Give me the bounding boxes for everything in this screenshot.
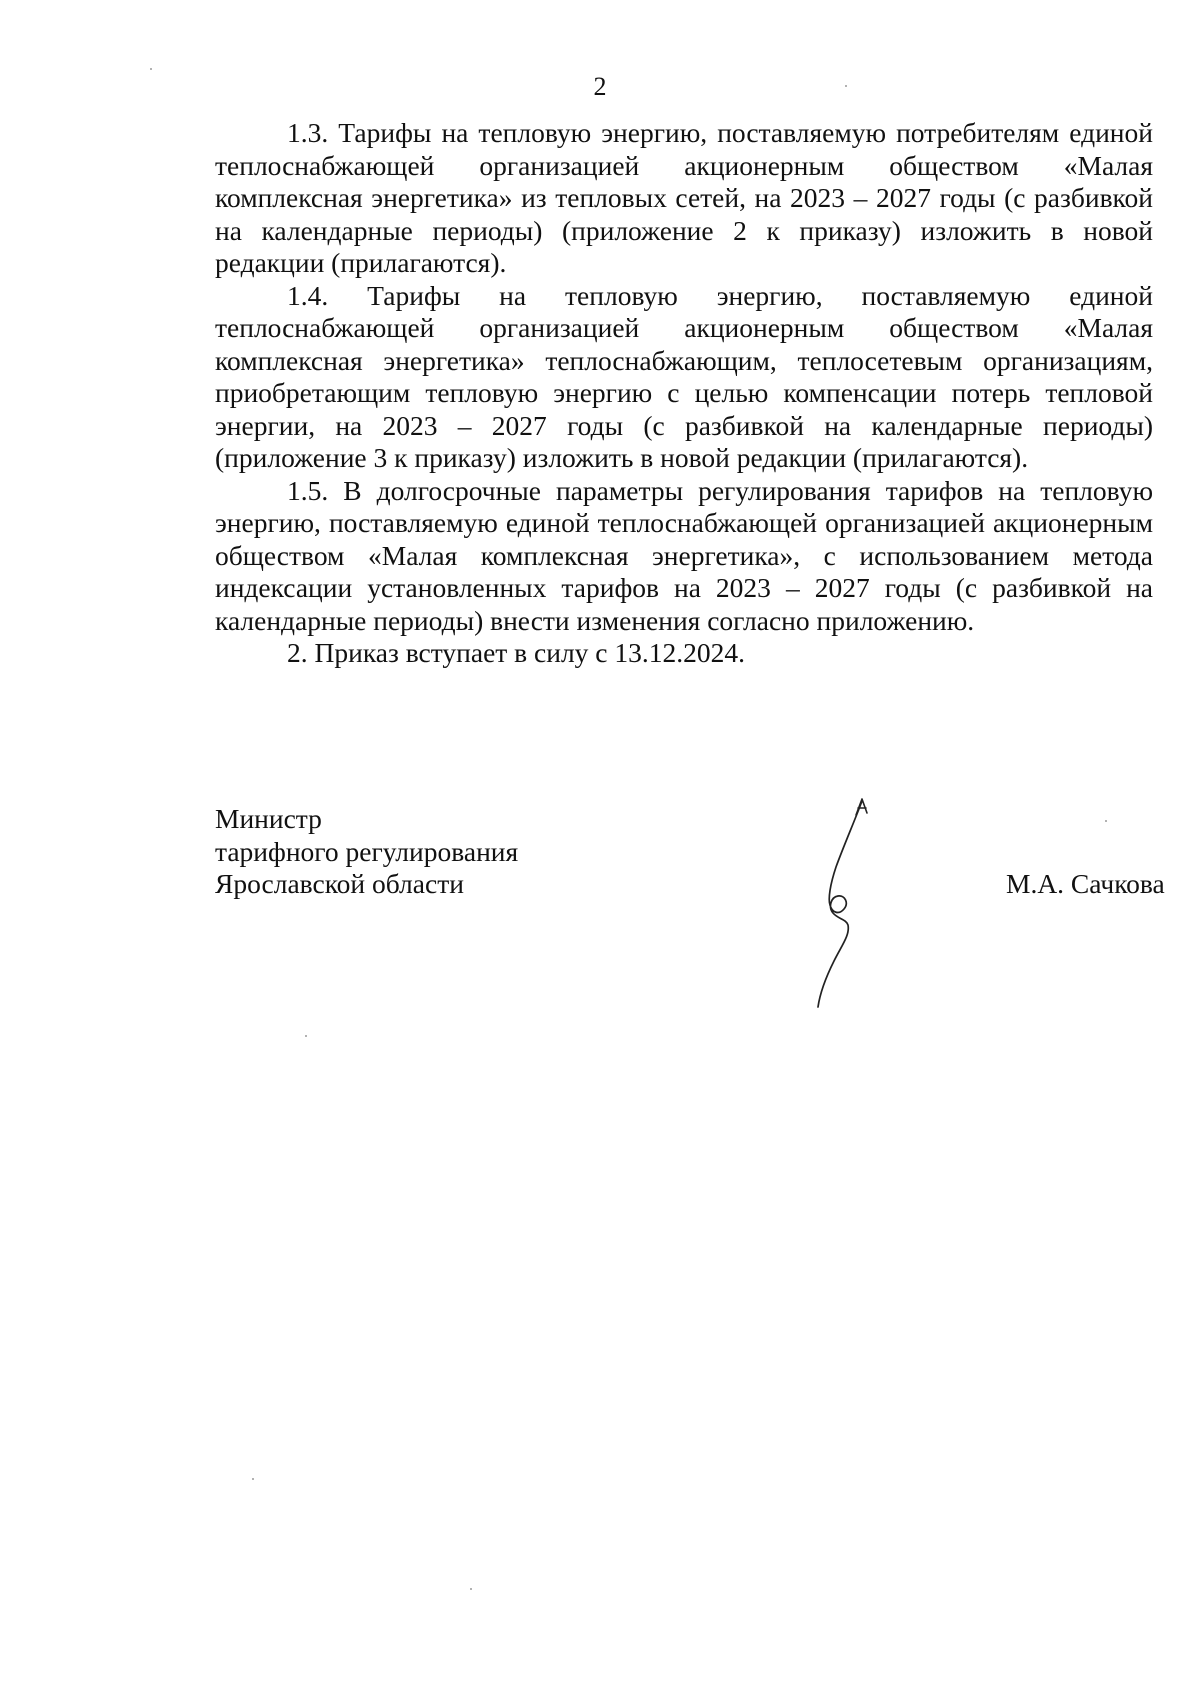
scan-speck [470,1588,472,1590]
paragraph-1-5: 1.5. В долгосрочные параметры регулирования тарифов на тепловую энергию, поставляемую единой теплоснабжающей организацией акционерным обществом «Малая комплексная энергетика», с использованием метода индексации установленных тарифов на 2023 – 2027 годы (с разбивкой на календарные периоды) внести изменения согласно приложению. [215,474,1153,636]
handwritten-signature [800,795,890,1010]
scan-speck [150,68,152,70]
paragraph-2: 2. Приказ вступает в силу с 13.12.2024. [287,637,746,668]
document-body [215,117,1153,670]
page-number: 2 [593,72,607,101]
scan-speck [1105,820,1107,822]
paragraph-1-3: 1.3. Тарифы на тепловую энергию, поставляемую потребителям единой теплоснабжающей организацией акционерным обществом «Малая комплексная энергетика» из тепловых сетей, на 2023 – 2027 годы (с разбивкой на календарные периоды) (приложение 2 к приказу) изложить в новой редакции (прилагаются). [215,117,1153,278]
signatory-title-line-2: тарифного регулирования [215,835,519,867]
scan-speck [845,85,847,87]
signatory-title-line-1: Министр [215,803,322,834]
scan-speck [252,1478,254,1480]
signatory-position [215,803,518,901]
paragraph-1-4: 1.4. Тарифы на тепловую энергию, поставляемую единой теплоснабжающей организацией акционерным обществом «Малая комплексная энергетика» теплоснабжающим, теплосетевым организациям, приобретающим тепловую энергию с целью компенсации потерь тепловой энергии, на 2023 – 2027 годы (с разбивкой на календарные периоды) (приложение 3 к приказу) изложить в новой редакции (прилагаются). [215,279,1153,473]
signatory-name: М.А. Сачкова [1006,868,1165,899]
signatory-title-line-3: Ярославской области [215,868,464,899]
scan-speck [305,1035,307,1037]
